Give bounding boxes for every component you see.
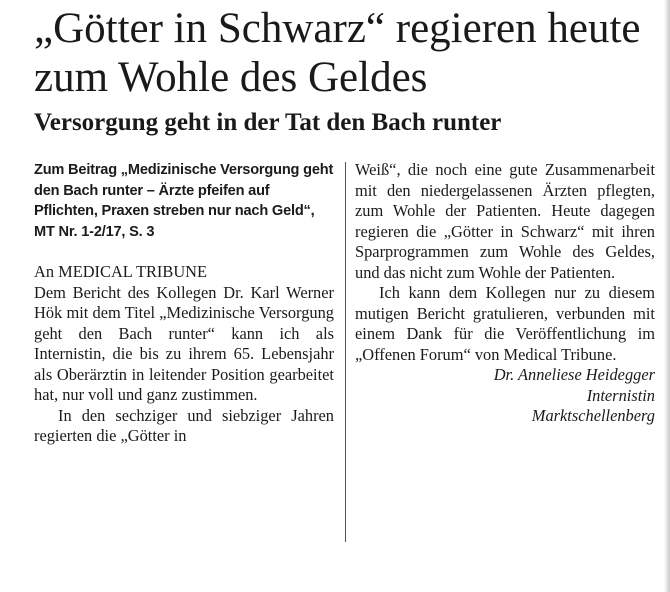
article-headline: „Götter in Schwarz“ regieren heute zum Wohle des Geldes (34, 5, 641, 101)
signature-name: Dr. Anneliese Heidegger (493, 365, 655, 384)
left-column (34, 160, 334, 447)
signature-location: Marktschellenberg (531, 406, 655, 425)
page-edge-shadow (664, 0, 670, 592)
paragraph-3: Ich kann dem Kollegen nur zu diesem mutigen Bericht gratulieren, verbunden mit einem Dank für die Veröffentlichung im „Offenen Forum“ von Medical Tribune. (355, 283, 655, 364)
addressee: An MEDICAL TRIBUNE (34, 262, 208, 281)
paragraph-2-start: In den sechziger und siebziger Jahren regierten die „Götter in (34, 405, 334, 445)
paragraph-2-end: Weiß“, die noch eine gute Zusammenarbeit mit den niedergelassenen Ärzten pflegten, zum Wohle der Patienten. Heute dagegen regieren die „Götter in Schwarz“ mit ihren Sparprogrammen zum Wohle des Geldes, und das nicht zum Wohle der Patienten. (355, 160, 655, 282)
right-column (355, 160, 655, 427)
paragraph-1: Dem Bericht des Kollegen Dr. Karl Werner Hök mit dem Titel „Medizinische Versorgung geht den Bach runter“ kann ich als Internistin, die bis zu ihrem 65. Lebensjahr als Oberärztin in leitender Position gearbeitet hat, nur voll und ganz zustimmen. (34, 282, 334, 404)
column-divider (345, 162, 346, 542)
article-subheadline: Versorgung geht in der Tat den Bach runter (34, 109, 502, 136)
article-reference: Zum Beitrag „Medizinische Versorgung geht den Bach runter – Ärzte pfeifen auf Pflichten, Praxen streben nur nach Geld“, MT Nr. 1-2/17, S. 3 (34, 162, 334, 240)
signature-profession: Internistin (586, 385, 655, 405)
